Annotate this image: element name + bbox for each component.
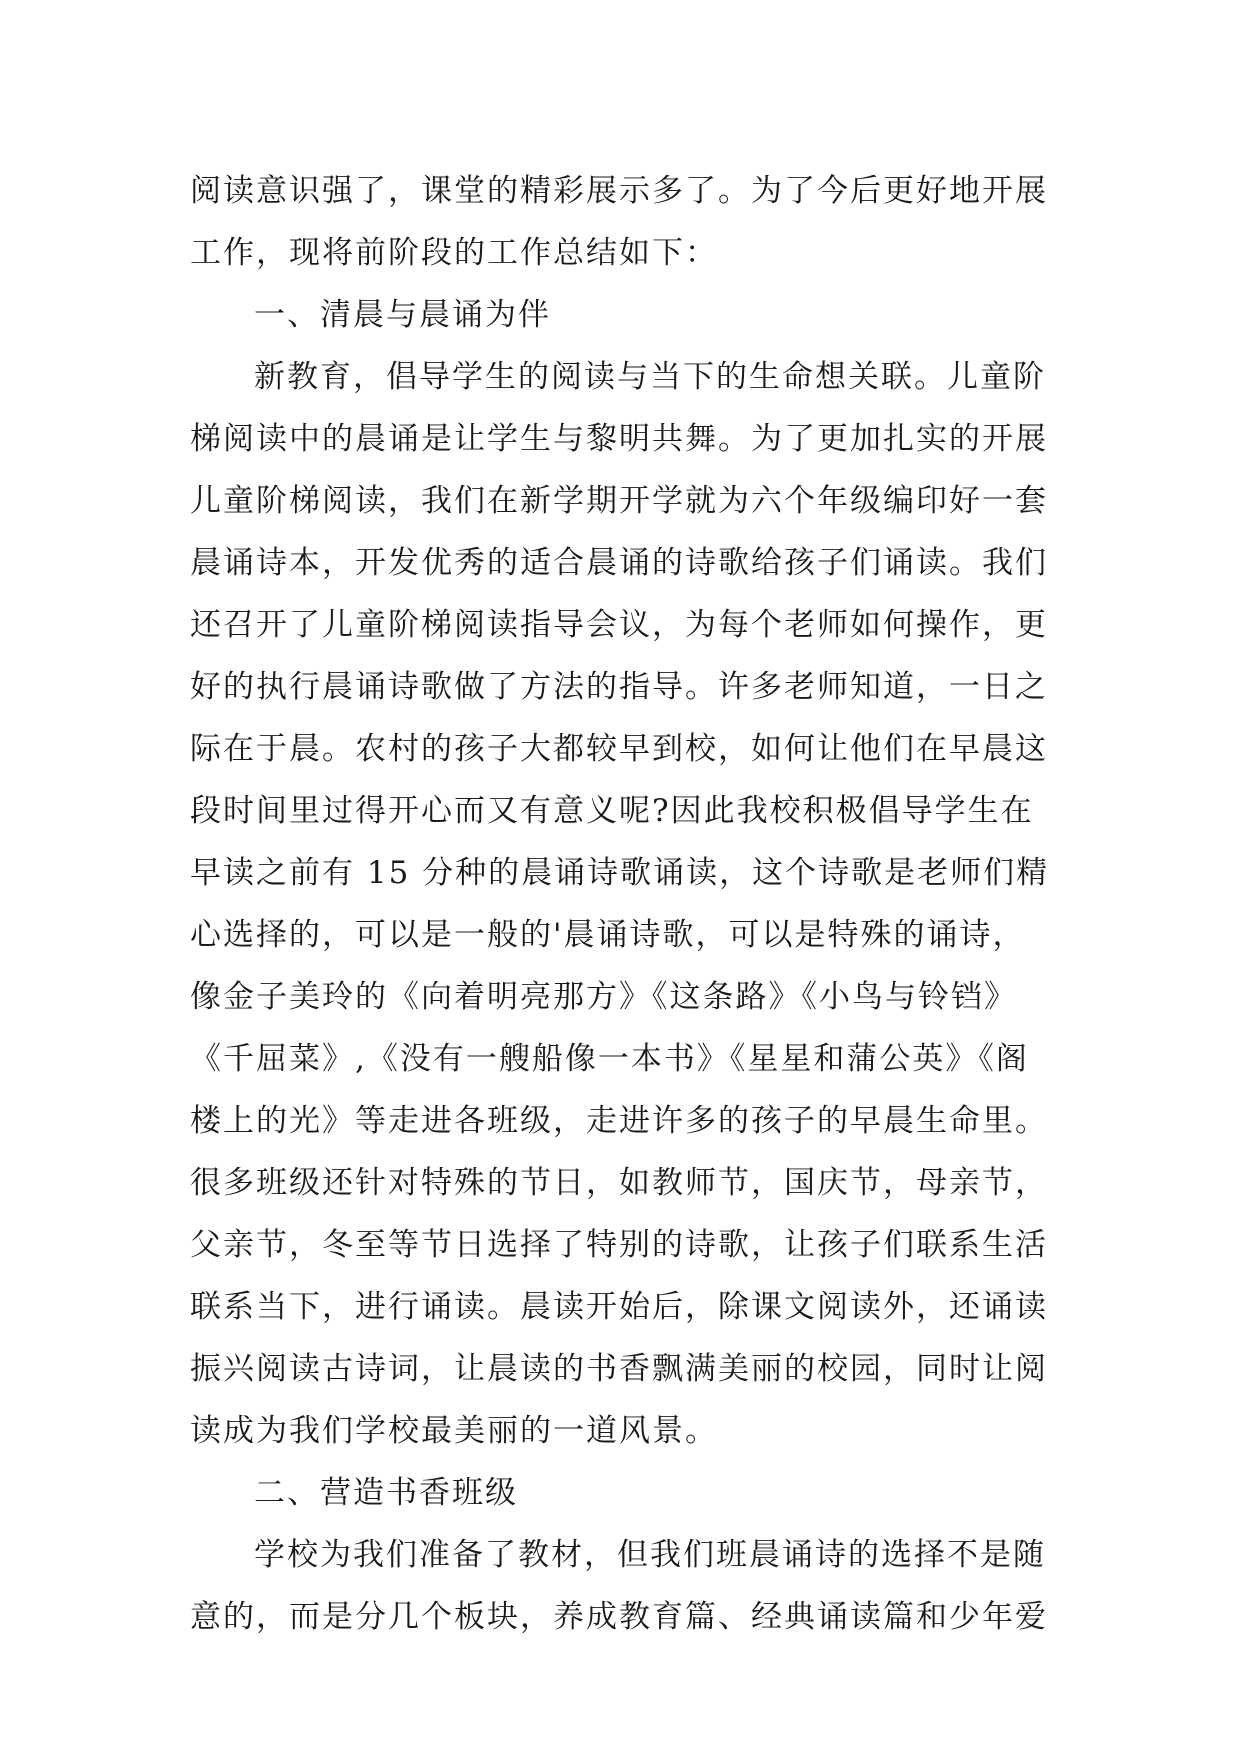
section-heading: 一、清晨与晨诵为伴	[254, 297, 551, 333]
text-line: 还召开了儿童阶梯阅读指导会议，为每个老师如何操作，更	[190, 607, 1048, 643]
text-line: 晨诵诗本，开发优秀的适合晨诵的诗歌给孩子们诵读。我们	[190, 545, 1048, 581]
text-line: 际在于晨。农村的孩子大都较早到校，如何让他们在早晨这	[190, 731, 1048, 767]
text-line: 段时间里过得开心而又有意义呢?因此我校积极倡导学生在	[190, 793, 1034, 829]
text-line: 楼上的光》等走进各班级，走进许多的孩子的早晨生命里。	[190, 1103, 1048, 1139]
section-heading: 二、营造书香班级	[254, 1475, 518, 1511]
text-line: 父亲节，冬至等节日选择了特别的诗歌，让孩子们联系生活	[190, 1227, 1048, 1263]
body-text	[190, 160, 1070, 1648]
text-line: 心选择的，可以是一般的'晨诵诗歌，可以是特殊的诵诗，	[190, 917, 1026, 953]
text-line: 学校为我们准备了教材，但我们班晨诵诗的选择不是随	[254, 1537, 1046, 1573]
text-line: 《千屈菜》,《没有一艘船像一本书》《星星和蒲公英》《阁	[190, 1041, 1029, 1077]
text-line: 联系当下，进行诵读。晨读开始后，除课文阅读外，还诵读	[190, 1289, 1048, 1325]
text-line: 新教育，倡导学生的阅读与当下的生命想关联。儿童阶	[254, 359, 1046, 395]
text-line: 好的执行晨诵诗歌做了方法的指导。许多老师知道，一日之	[190, 669, 1048, 705]
text-line: 儿童阶梯阅读，我们在新学期开学就为六个年级编印好一套	[190, 483, 1048, 519]
text-line: 读成为我们学校最美丽的一道风景。	[190, 1413, 718, 1449]
text-line: 意的，而是分几个板块，养成教育篇、经典诵读篇和少年爱	[190, 1599, 1048, 1635]
text-line: 阅读意识强了，课堂的精彩展示多了。为了今后更好地开展	[190, 173, 1048, 209]
text-line: 早读之前有 15 分种的晨诵诗歌诵读，这个诗歌是老师们精	[190, 855, 1050, 891]
text-line: 振兴阅读古诗词，让晨读的书香飘满美丽的校园，同时让阅	[190, 1351, 1048, 1387]
text-line: 梯阅读中的晨诵是让学生与黎明共舞。为了更加扎实的开展	[190, 421, 1048, 457]
text-line: 工作，现将前阶段的工作总结如下：	[190, 235, 718, 271]
text-line: 很多班级还针对特殊的节日，如教师节，国庆节，母亲节，	[190, 1165, 1048, 1201]
text-line: 像金子美玲的《向着明亮那方》《这条路》《小鸟与铃铛》	[190, 979, 1017, 1015]
